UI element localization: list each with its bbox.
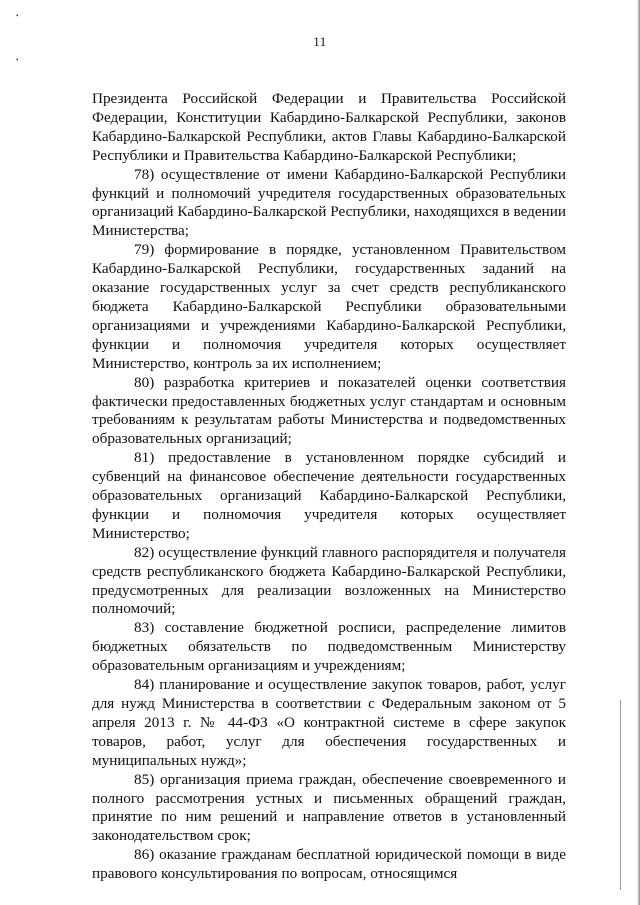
paragraph-item-78: 78) осуществление от имени Кабардино-Балкарской Республики функций и полномочий учредителя государственных образовательных организаций Кабардино-Балкарской Республики, находящихся в ведении Министерства;: [92, 165, 566, 240]
scan-edge-line: [620, 700, 621, 890]
paragraph-item-79: 79) формирование в порядке, установленном Правительством Кабардино-Балкарской Республики, государственных заданий на оказание государственных услуг за счет средств республиканского бюджета Кабардино-Балкарской Республики образовательными организациями и учреждениями Кабардино-Балкарской Республики, функции и полномочия учредителя которых осуществляет Министерство, контроль за их исполнением;: [92, 241, 566, 372]
paragraph-item-85: 85) организация приема граждан, обеспечение своевременного и полного рассмотрения устных и письменных обращений граждан, принятие по ним решений и направление ответов в установленный законодательством срок;: [92, 770, 566, 845]
document-body: [92, 90, 566, 884]
paragraph-item-86: 86) оказание гражданам бесплатной юридической помощи в виде правового консультирования по вопросам, относящимся: [92, 846, 566, 883]
paragraph-item-80: 80) разработка критериев и показателей оценки соответствия фактически предоставленных бюджетных услуг стандартам и основным требованиям к результатам работы Министерства и подведомственных образовательных организаций;: [92, 373, 566, 448]
paragraph-item-83: 83) составление бюджетной росписи, распределение лимитов бюджетных обязательств по подведомственным Министерству образовательным организациям и учреждениям;: [92, 619, 566, 675]
scan-artifact-mark: •: [16, 56, 19, 64]
paragraph-item-82: 82) осуществление функций главного распорядителя и получателя средств республиканского бюджета Кабардино-Балкарской Республики, предусмотренных для реализации возложенных на Министерство полномочий;: [92, 543, 566, 618]
paragraph-item-84: 84) планирование и осуществление закупок товаров, работ, услуг для нужд Министерства в соответствии с Федеральным законом от 5 апреля 2013 г. № 44-ФЗ «О контрактной системе в сфере закупок товаров, работ, услуг для обеспечения государственных и муниципальных нужд»;: [92, 676, 566, 769]
page-number: 11: [313, 34, 327, 49]
scan-artifact-mark: •: [16, 12, 19, 20]
paragraph-continuation: Президента Российской Федерации и Правительства Российской Федерации, Конституции Кабардино-Балкарской Республики, законов Кабардино-Балкарской Республики, актов Главы Кабардино-Балкарской Республики и Правительства Кабардино-Балкарской Республики;: [92, 90, 566, 164]
paragraph-item-81: 81) предоставление в установленном порядке субсидий и субвенций на финансовое обеспечение деятельности государственных образовательных организаций Кабардино-Балкарской Республики, функции и полномочия учредителя которых осуществляет Министерство;: [92, 449, 566, 542]
